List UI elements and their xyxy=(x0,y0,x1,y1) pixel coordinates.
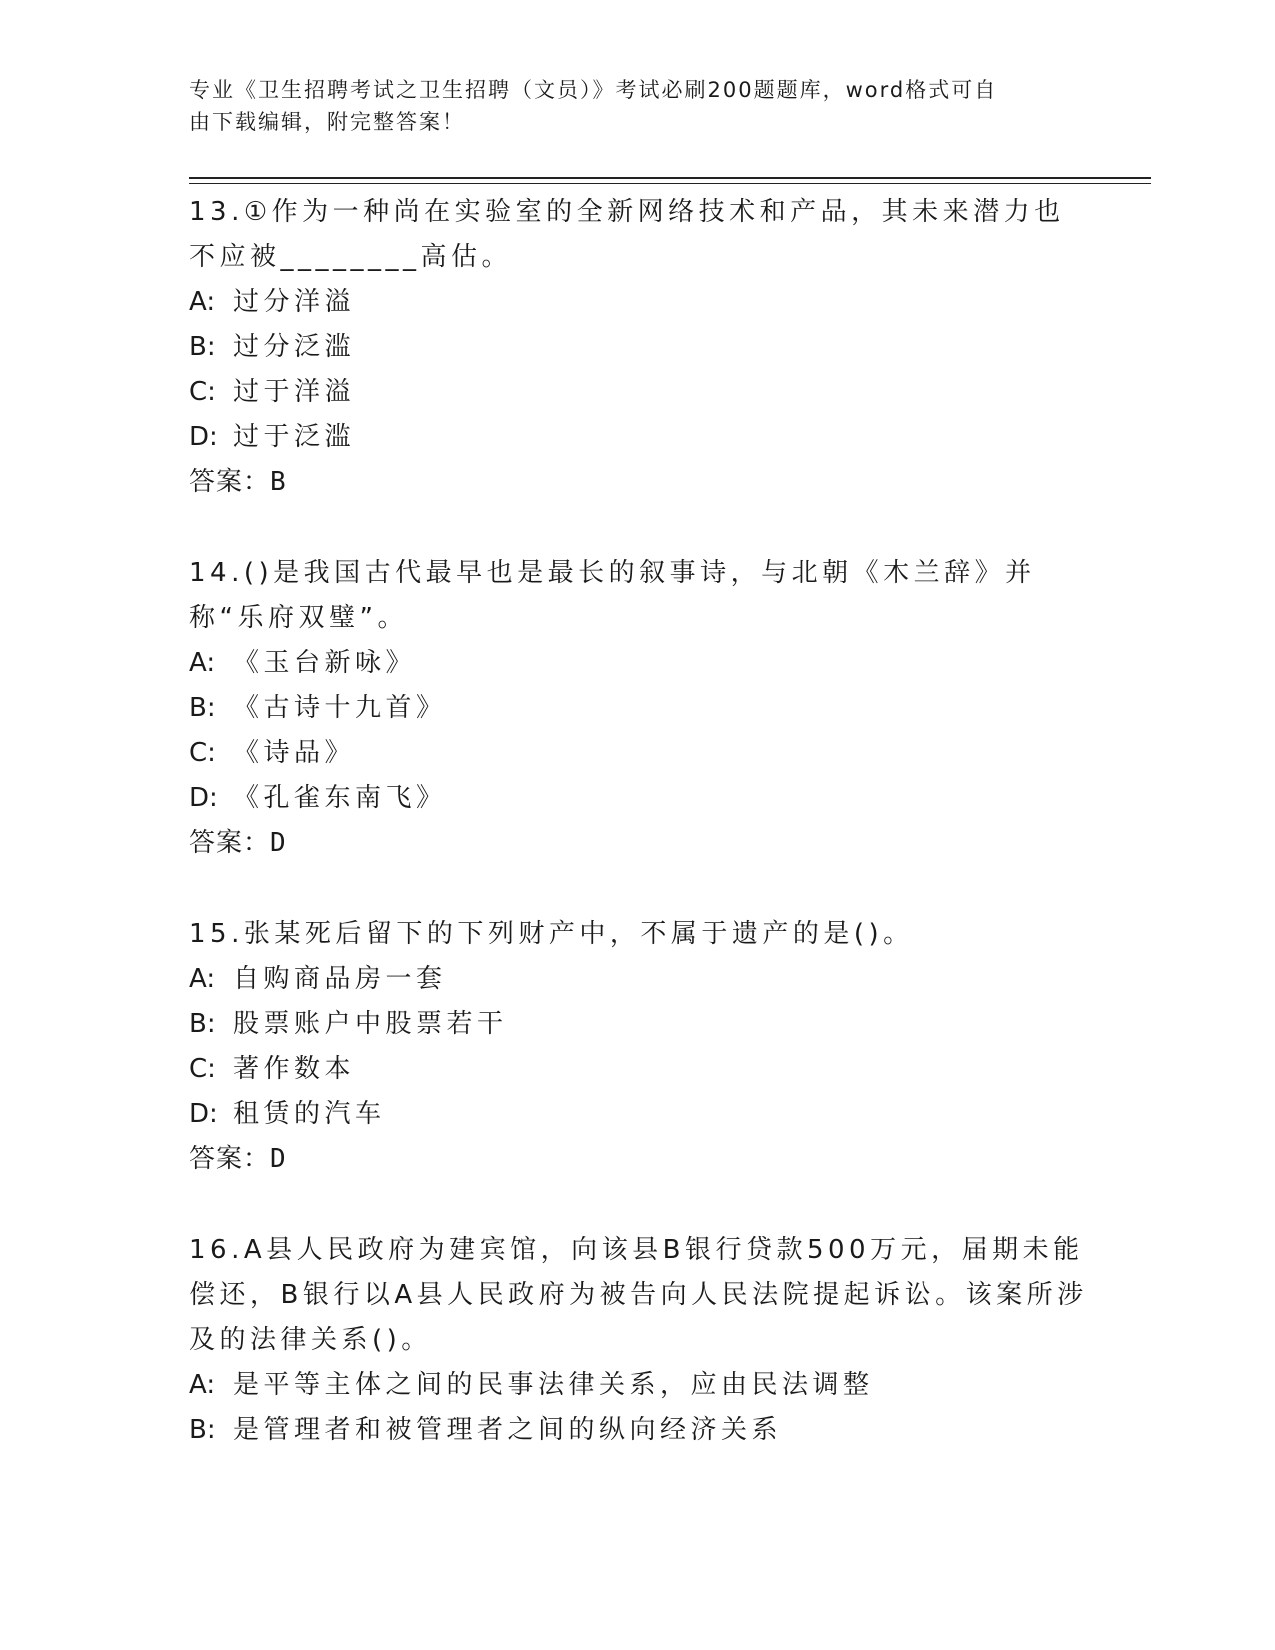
question-13 xyxy=(189,190,1089,505)
option-c xyxy=(189,370,1089,415)
answer-label: 答案： xyxy=(189,467,271,497)
option-a xyxy=(189,280,1089,325)
option-text: 股票账户中股票若干 xyxy=(233,1009,508,1039)
question-15 xyxy=(189,912,1089,1182)
option-letter: D: xyxy=(189,783,218,813)
option-letter: B: xyxy=(189,1009,216,1039)
option-letter: D: xyxy=(189,1099,218,1129)
header-line-1: 专业《卫生招聘考试之卫生招聘（文员）》考试必刷200题题库，word格式可自 xyxy=(189,78,998,102)
option-b xyxy=(189,325,1089,370)
option-letter: A: xyxy=(189,287,216,317)
header-line-2: 由下载编辑，附完整答案！ xyxy=(189,110,465,134)
option-letter: A: xyxy=(189,964,216,994)
question-stem: 15.张某死后留下的下列财产中，不属于遗产的是()。 xyxy=(189,919,914,949)
option-text: 著作数本 xyxy=(233,1054,356,1084)
answer-value: D xyxy=(270,1144,287,1174)
option-text: 《孔雀东南飞》 xyxy=(233,783,447,813)
option-letter: A: xyxy=(189,648,216,678)
answer-label: 答案： xyxy=(189,1144,271,1174)
option-letter: C: xyxy=(189,1054,216,1084)
answer-line xyxy=(189,460,1089,505)
option-text: 自购商品房一套 xyxy=(233,964,447,994)
option-letter: C: xyxy=(189,377,216,407)
option-text: 《古诗十九首》 xyxy=(233,693,447,723)
option-letter: C: xyxy=(189,738,216,768)
option-letter: B: xyxy=(189,332,216,362)
option-text: 过分泛滥 xyxy=(233,332,356,362)
question-stem: 16.A县人民政府为建宾馆，向该县B银行贷款500万元，届期未能偿还，B银行以A县人民政府为被告向人民法院提起诉讼。该案所涉及的法律关系()。 xyxy=(189,1235,1088,1355)
option-letter: A: xyxy=(189,1370,216,1400)
answer-line xyxy=(189,1137,1089,1182)
answer-value: B xyxy=(270,467,287,497)
document-header xyxy=(189,74,1069,138)
option-b xyxy=(189,686,1089,731)
option-text: 《诗品》 xyxy=(233,738,356,768)
answer-line xyxy=(189,821,1089,866)
question-list xyxy=(189,190,1089,1499)
answer-value: D xyxy=(270,828,287,858)
option-d xyxy=(189,415,1089,460)
option-letter: D: xyxy=(189,422,218,452)
question-14 xyxy=(189,551,1089,866)
question-16 xyxy=(189,1228,1089,1453)
question-stem: 14.()是我国古代最早也是最长的叙事诗，与北朝《木兰辞》并称“乐府双璧”。 xyxy=(189,558,1036,633)
option-text: 是平等主体之间的民事法律关系，应由民法调整 xyxy=(233,1370,874,1400)
option-d xyxy=(189,776,1089,821)
option-a xyxy=(189,957,1089,1002)
option-text: 租赁的汽车 xyxy=(233,1099,386,1129)
option-c xyxy=(189,731,1089,776)
option-text: 是管理者和被管理者之间的纵向经济关系 xyxy=(233,1415,783,1445)
answer-label: 答案： xyxy=(189,828,271,858)
header-divider-thick xyxy=(189,177,1151,179)
option-letter: B: xyxy=(189,693,216,723)
option-text: 过于泛滥 xyxy=(233,422,356,452)
option-d xyxy=(189,1092,1089,1137)
header-divider-thin xyxy=(189,183,1151,184)
option-a xyxy=(189,1363,1089,1408)
option-a xyxy=(189,641,1089,686)
option-letter: B: xyxy=(189,1415,216,1445)
option-b xyxy=(189,1002,1089,1047)
option-c xyxy=(189,1047,1089,1092)
option-text: 过于洋溢 xyxy=(233,377,356,407)
option-text: 《玉台新咏》 xyxy=(233,648,417,678)
question-stem: 13.①作为一种尚在实验室的全新网络技术和产品，其未来潜力也不应被________高估。 xyxy=(189,197,1065,272)
option-b xyxy=(189,1408,1089,1453)
option-text: 过分洋溢 xyxy=(233,287,356,317)
